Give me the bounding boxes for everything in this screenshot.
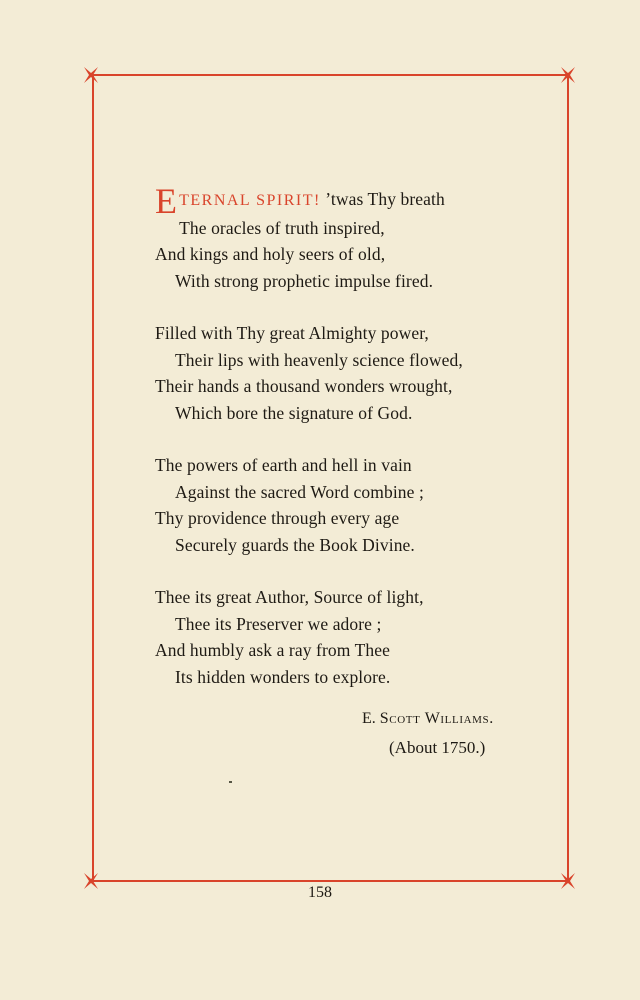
corner-cross-icon bbox=[80, 64, 102, 86]
poem-line: Securely guards the Book Divine. bbox=[175, 534, 415, 555]
poem-first-line bbox=[155, 181, 515, 221]
poem-line: The powers of earth and hell in vain bbox=[155, 455, 412, 475]
frame-bottom-rule bbox=[92, 880, 568, 882]
poem-line: Their hands a thousand wonders wrought, bbox=[155, 376, 453, 396]
stanza-4 bbox=[155, 584, 515, 690]
stanza-2 bbox=[155, 320, 515, 426]
attribution-date: (About 1750.) bbox=[389, 738, 486, 757]
poem-line: Their lips with heavenly science flowed, bbox=[175, 349, 463, 370]
poem-line: Against the sacred Word combine ; bbox=[175, 481, 424, 502]
poem-line: Its hidden wonders to explore. bbox=[175, 666, 391, 687]
poem-line: Which bore the signature of God. bbox=[175, 402, 413, 423]
poem-line: Thee its Preserver we adore ; bbox=[175, 613, 382, 634]
author-name: Scott Williams. bbox=[379, 710, 494, 727]
page-number: 158 bbox=[308, 884, 332, 901]
first-line-rest: ’twas Thy breath bbox=[320, 189, 445, 209]
stanza-1 bbox=[155, 181, 515, 294]
poem-line: The oracles of truth inspired, bbox=[179, 217, 385, 238]
opening-words: TERNAL SPIRIT! bbox=[179, 192, 321, 209]
poem-line: And humbly ask a ray from Thee bbox=[155, 640, 390, 660]
poem-line: And kings and holy seers of old, bbox=[155, 244, 386, 264]
attribution-author bbox=[362, 706, 494, 732]
frame-right-rule bbox=[567, 74, 569, 880]
poem bbox=[155, 181, 515, 716]
corner-cross-icon bbox=[557, 64, 579, 86]
stanza-3 bbox=[155, 452, 515, 558]
frame-left-rule bbox=[92, 74, 94, 880]
poem-line: Filled with Thy great Almighty power, bbox=[155, 323, 429, 343]
author-initial: E. bbox=[362, 710, 376, 727]
poem-line: With strong prophetic impulse fired. bbox=[175, 270, 434, 291]
frame-top-rule bbox=[92, 74, 568, 76]
poem-line: Thy providence through every age bbox=[155, 508, 400, 528]
poem-line: Thee its great Author, Source of light, bbox=[155, 587, 424, 607]
paper-speck bbox=[229, 781, 232, 783]
drop-cap: E bbox=[155, 181, 178, 221]
